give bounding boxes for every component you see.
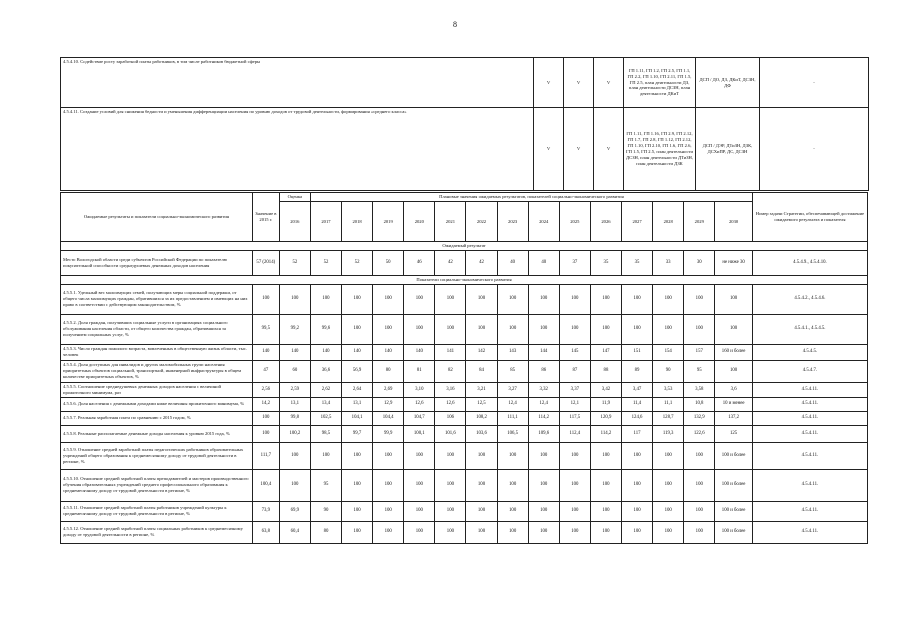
year-value: 99,9 <box>373 425 404 442</box>
base-value: 47 <box>252 360 279 382</box>
year-value: 108,2 <box>466 411 497 425</box>
task-number: 4.5.4.11. <box>752 397 867 411</box>
task-number: 4.5.4.11. <box>752 382 867 397</box>
task-number: 4.5.4.11. <box>752 442 867 469</box>
indicator-row <box>61 425 868 442</box>
task-number: 4.5.4.11. <box>752 521 867 543</box>
year-value: 100 <box>279 284 310 314</box>
year-value: 100 <box>373 501 404 521</box>
year-value: 80 <box>310 521 341 543</box>
base-value: 100,4 <box>252 469 279 501</box>
year-value: 99,8 <box>279 411 310 425</box>
year-value: 86 <box>528 360 559 382</box>
year-value: 3,21 <box>466 382 497 397</box>
indicator-row <box>61 382 868 397</box>
year-value: 100 <box>715 284 753 314</box>
year-value: 100 <box>466 314 497 344</box>
year-value: 11,4 <box>622 397 653 411</box>
executors-cell: ДСП / ДО, ДЗ, ДКиТ, ДСЗН, ДФ <box>696 58 760 108</box>
year-value: 140 <box>373 344 404 360</box>
year-value: 102,5 <box>310 411 341 425</box>
year-value: 36,6 <box>310 360 341 382</box>
year-value: 90 <box>310 501 341 521</box>
base-value: 100 <box>252 411 279 425</box>
header-year: 2028 <box>653 202 684 242</box>
indicator-label: 4.5.5.10. Отношение средней заработной платы преподавателей и мастеров производственного обучения образовательных учреждений среднего профессионального образования к среднемесячному доходу от трудовой деятельности в регионе, % <box>61 469 253 501</box>
year-value: 103,6 <box>466 425 497 442</box>
year-value: 100 <box>466 501 497 521</box>
year-value: 60 <box>279 360 310 382</box>
year-value: 100 <box>342 469 373 501</box>
year-value: 106,5 <box>497 425 528 442</box>
base-value: 57 (2014) <box>252 250 279 275</box>
year-value: 11,9 <box>590 397 621 411</box>
executors-cell: ДСП / ДЭР, ДТиЗН, ДЗК, ДСХиПР, ДС, ДСЗН <box>696 108 760 191</box>
page-number: 8 <box>453 20 457 29</box>
stage-mark: V <box>594 58 624 108</box>
year-value: 99,6 <box>310 314 341 344</box>
year-value: 80 <box>373 360 404 382</box>
year-value: 100 <box>528 501 559 521</box>
year-value: 100 <box>342 521 373 543</box>
year-value: 100 <box>559 501 590 521</box>
year-value: 42 <box>435 250 466 275</box>
year-value: 144 <box>528 344 559 360</box>
year-value: 100 <box>684 442 715 469</box>
base-value: 99,5 <box>252 314 279 344</box>
header-base-2015: Значение в 2015 г. <box>252 193 279 242</box>
year-value: 151 <box>622 344 653 360</box>
indicator-label: 4.5.5.11. Отношение средней заработной платы работников учреждений культуры к среднемесячному доходу от трудовой деятельности в регионе, % <box>61 501 253 521</box>
year-value: 35 <box>622 250 653 275</box>
header-year: 2021 <box>435 202 466 242</box>
year-value: 100 <box>435 501 466 521</box>
year-value: 100 <box>653 314 684 344</box>
indicator-row <box>61 314 868 344</box>
year-value: 100 <box>653 469 684 501</box>
year-value: 3,58 <box>684 382 715 397</box>
year-value: 12,1 <box>559 397 590 411</box>
year-value: 13,1 <box>279 397 310 411</box>
year-value: 140 <box>342 344 373 360</box>
year-value: 100 <box>373 521 404 543</box>
indicator-row <box>61 397 868 411</box>
year-value: 100 <box>404 469 435 501</box>
year-value: 100 <box>622 284 653 314</box>
header-year: 2027 <box>622 202 653 242</box>
year-value: 100 <box>622 442 653 469</box>
header-year: 2017 <box>310 202 341 242</box>
year-value: 100 <box>279 469 310 501</box>
year-value: 40 <box>528 250 559 275</box>
year-value: 100 <box>590 314 621 344</box>
year-value: 100 <box>653 521 684 543</box>
year-value: 100 <box>559 314 590 344</box>
year-value: 112,4 <box>559 425 590 442</box>
base-value: 100 <box>252 425 279 442</box>
year-value: 100 <box>466 284 497 314</box>
header-year: 2029 <box>684 202 715 242</box>
header-results: Ожидаемые результаты и показатели социально-экономического развития <box>61 193 253 242</box>
year-value: 100 и более <box>715 469 753 501</box>
header-year: 2023 <box>497 202 528 242</box>
year-value: 98,5 <box>310 425 341 442</box>
year-value: 12,5 <box>466 397 497 411</box>
year-value: 13,1 <box>342 397 373 411</box>
year-value: 100 <box>528 284 559 314</box>
year-value: 100 и более <box>715 501 753 521</box>
year-value: 100 <box>590 469 621 501</box>
year-value: 106 <box>435 411 466 425</box>
year-value: 143 <box>497 344 528 360</box>
year-value: 100 <box>342 314 373 344</box>
base-value: 73,9 <box>252 501 279 521</box>
year-value: не ниже 30 <box>715 250 753 275</box>
year-value: 132,9 <box>684 411 715 425</box>
year-value: 104,4 <box>373 411 404 425</box>
stage-mark: V <box>564 108 594 191</box>
year-value: 119,3 <box>653 425 684 442</box>
year-value: 100 <box>497 521 528 543</box>
task-number: 4.5.4.9., 4.5.4.10. <box>752 250 867 275</box>
task-number: 4.5.4.11. <box>752 469 867 501</box>
indicator-row <box>61 360 868 382</box>
header-year: 2020 <box>404 202 435 242</box>
indicator-label: 4.5.5.9. Отношение средней заработной платы педагогических работников образовательных учреждений общего образования к среднемесячному доходу от трудовой деятельности в регионе, % <box>61 442 253 469</box>
year-value: 100 <box>466 469 497 501</box>
year-value: 100 <box>310 442 341 469</box>
year-value: 11,1 <box>653 397 684 411</box>
year-value: 87 <box>559 360 590 382</box>
year-value: 100 <box>684 501 715 521</box>
year-value: 3,16 <box>435 382 466 397</box>
section-indicators-label: Показатели социально-экономического развития <box>61 275 868 284</box>
section-expected-result <box>61 242 868 251</box>
task-number: 4.5.4.7. <box>752 360 867 382</box>
header-year: 2030 <box>715 202 753 242</box>
year-value: 100 <box>559 442 590 469</box>
stage-mark: V <box>564 58 594 108</box>
header-year: 2018 <box>342 202 373 242</box>
year-value: 140 <box>404 344 435 360</box>
task-number: 4.5.4.5. <box>752 344 867 360</box>
year-value: 100 <box>528 314 559 344</box>
year-value: 117 <box>622 425 653 442</box>
year-value: 100 <box>310 284 341 314</box>
year-value: 140 <box>279 344 310 360</box>
year-value: 100 <box>622 521 653 543</box>
year-value: 52 <box>279 250 310 275</box>
year-value: 124,6 <box>622 411 653 425</box>
section-indicators <box>61 275 868 284</box>
indicator-label: 4.5.5.6. Доля населения с денежными доходами ниже величины прожиточного минимума, % <box>61 397 253 411</box>
year-value: 122,6 <box>684 425 715 442</box>
year-value: 100 <box>435 314 466 344</box>
task-number: 4.5.4.2., 4.5.4.6. <box>752 284 867 314</box>
year-value: 10,8 <box>684 397 715 411</box>
year-value: 154 <box>653 344 684 360</box>
year-value: 3,6 <box>715 382 753 397</box>
indicator-row <box>61 469 868 501</box>
year-value: 157 <box>684 344 715 360</box>
year-value: 100 <box>497 469 528 501</box>
header-year: 2024 <box>528 202 559 242</box>
year-value: 99,7 <box>342 425 373 442</box>
year-value: 50 <box>373 250 404 275</box>
year-value: 46 <box>404 250 435 275</box>
year-value: 95 <box>684 360 715 382</box>
indicator-row <box>61 250 868 275</box>
task-number: 4.5.4.1., 4.5.4.5. <box>752 314 867 344</box>
indicator-row <box>61 442 868 469</box>
year-value: 82 <box>435 360 466 382</box>
indicator-row <box>61 501 868 521</box>
indicator-row <box>61 411 868 425</box>
header-task: Номер задачи Стратегии, обеспечивающей достижение ожидаемого результата и показателя <box>752 193 867 242</box>
year-value: 100 <box>497 501 528 521</box>
header-year: 2022 <box>466 202 497 242</box>
year-value: 128,7 <box>653 411 684 425</box>
year-value: 100 <box>653 284 684 314</box>
indicator-label: 4.5.5.8. Реальные располагаемые денежные доходы населения к уровню 2015 года, % <box>61 425 253 442</box>
task-number: 4.5.4.11. <box>752 425 867 442</box>
base-value: 111,7 <box>252 442 279 469</box>
base-value: 63,8 <box>252 521 279 543</box>
year-value: 100,1 <box>404 425 435 442</box>
year-value: 3,37 <box>559 382 590 397</box>
header-year: 2025 <box>559 202 590 242</box>
task-number: 4.5.4.11. <box>752 501 867 521</box>
year-value: 100 <box>653 442 684 469</box>
year-value: 3,32 <box>528 382 559 397</box>
year-value: 147 <box>590 344 621 360</box>
year-value: 100 <box>404 284 435 314</box>
year-value: 109,6 <box>528 425 559 442</box>
task-row <box>61 108 869 191</box>
year-value: 100 <box>590 501 621 521</box>
year-value: 100 <box>342 442 373 469</box>
year-value: 95 <box>310 469 341 501</box>
year-value: 100 <box>715 360 753 382</box>
task-description: 4.5.4.10. Содействие росту заработной платы работников, в том числе работников бюджетной сферы <box>61 58 534 108</box>
year-value: 100 <box>528 521 559 543</box>
year-value: 142 <box>466 344 497 360</box>
indicator-label: 4.5.5.7. Реальная заработная плата по сравнению с 2015 годом, % <box>61 411 253 425</box>
year-value: 100 <box>404 501 435 521</box>
indicator-label: 4.5.5.3. Число граждан пожилого возраста, вовлеченных в общественную жизнь области, тыс. человек <box>61 344 253 360</box>
year-value: 100 <box>466 521 497 543</box>
year-value: 100 <box>466 442 497 469</box>
stage-mark: V <box>534 58 564 108</box>
year-value: 88 <box>590 360 621 382</box>
indicator-label: 4.5.5.12. Отношение средней заработной платы социальных работников к среднемесячному доходу от трудовой деятельности в регионе, % <box>61 521 253 543</box>
year-value: 100 <box>684 469 715 501</box>
year-value: 100 <box>622 469 653 501</box>
note-cell: - <box>760 58 869 108</box>
year-value: 104,1 <box>342 411 373 425</box>
header-year: 2026 <box>590 202 621 242</box>
year-value: 84 <box>466 360 497 382</box>
year-value: 99,2 <box>279 314 310 344</box>
year-value: 100 <box>528 442 559 469</box>
base-value: 2,56 <box>252 382 279 397</box>
year-value: 100 и более <box>715 521 753 543</box>
base-value: 14,2 <box>252 397 279 411</box>
stage-mark: V <box>594 108 624 191</box>
task-description: 4.5.4.11. Создание условий для снижения бедности и уменьшения дифференциации населения по уровню доходов от трудовой деятельности, формирования «среднего класса» <box>61 108 534 191</box>
year-value: 100 <box>684 284 715 314</box>
task-number: 4.5.4.11. <box>752 411 867 425</box>
programs-cell: ГП 1.11, ГП 1.2, ГП 2.5, ГП 1.1, ГП 2.2, ГП 1.10, ГП 2.11, ГП 1.5, ГП 2.5, план деятельности ДЗ, план деятельности ДСЗН, план деятельности ДКиТ <box>624 58 696 108</box>
year-value: 3,53 <box>653 382 684 397</box>
year-value: 12,6 <box>435 397 466 411</box>
year-value: 145 <box>559 344 590 360</box>
header-estimate: Оценка <box>279 193 310 202</box>
programs-cell: ГП 1.11, ГП 1.16, ГП 2.9, ГП 2.12, ГП 1.7, ГП 2.8, ГП 1.12, ГП 2.12, ГП 1.10, ГП 2.10, ГП 1.6, ГП 2.6, ГП 1.5, ГП 2.5, план деятельности ДСЗН, план деятельности ДТиЗН, план деятельности ДЗК <box>624 108 696 191</box>
year-value: 3,47 <box>622 382 653 397</box>
year-value: 12,6 <box>404 397 435 411</box>
indicator-label: 4.5.5.4. Доля доступных для инвалидов и других маломобильных групп населения приоритетных объектов социальной, транспортной, инженерной инфраструктуры в общем количестве приоритетных объектов, % <box>61 360 253 382</box>
indicator-label: 4.5.5.5. Соотношение среднедушевых денежных доходов населения с величиной прожиточного минимума, раз <box>61 382 253 397</box>
year-value: 100 <box>435 521 466 543</box>
base-value: 100 <box>252 284 279 314</box>
year-value: 2,69 <box>373 382 404 397</box>
year-value: 30 <box>684 250 715 275</box>
year-value: 56,9 <box>342 360 373 382</box>
base-value: 140 <box>252 344 279 360</box>
year-value: 100 <box>653 501 684 521</box>
year-value: 100 <box>279 442 310 469</box>
year-value: 52 <box>310 250 341 275</box>
year-value: 100 <box>404 314 435 344</box>
year-value: 117,5 <box>559 411 590 425</box>
year-value: 13,4 <box>310 397 341 411</box>
year-value: 114,2 <box>528 411 559 425</box>
year-value: 101,6 <box>435 425 466 442</box>
year-value: 125 <box>715 425 753 442</box>
year-value: 2,64 <box>342 382 373 397</box>
year-value: 100 <box>684 521 715 543</box>
year-value: 2,59 <box>279 382 310 397</box>
year-value: 100 <box>590 521 621 543</box>
year-value: 100 <box>373 442 404 469</box>
year-value: 100 <box>528 469 559 501</box>
year-value: 100 <box>404 442 435 469</box>
year-value: 42 <box>466 250 497 275</box>
year-value: 111,1 <box>497 411 528 425</box>
year-value: 100 <box>373 314 404 344</box>
header-year: 2016 <box>279 202 310 242</box>
indicator-label: 4.5.5.2. Доля граждан, получивших социальные услуги в организациях социального обслуживания населения области, от общего количества граждан, обратившихся за получением социальных услуг, % <box>61 314 253 344</box>
year-value: 114,2 <box>590 425 621 442</box>
year-value: 100 <box>404 521 435 543</box>
task-row <box>61 58 869 108</box>
year-value: 100 <box>559 469 590 501</box>
year-value: 100 <box>342 501 373 521</box>
year-value: 140 <box>310 344 341 360</box>
year-value: 52 <box>342 250 373 275</box>
year-value: 104,7 <box>404 411 435 425</box>
year-value: 33 <box>653 250 684 275</box>
year-value: 160 и более <box>715 344 753 360</box>
indicator-label: Место Вологодской области среди субъектов Российской Федерации по показателю покупательной способности среднедушевых денежных доходов населения <box>61 250 253 275</box>
year-value: 10 и менее <box>715 397 753 411</box>
indicator-row <box>61 521 868 543</box>
year-value: 100 <box>373 469 404 501</box>
year-value: 100 <box>622 314 653 344</box>
year-value: 100 и более <box>715 442 753 469</box>
note-cell: - <box>760 108 869 191</box>
year-value: 100 <box>435 469 466 501</box>
year-value: 40 <box>497 250 528 275</box>
year-value: 90 <box>653 360 684 382</box>
header-planned: Плановые значения ожидаемых результатов, показателей социально-экономического развития <box>310 193 752 202</box>
stage-mark: V <box>534 108 564 191</box>
year-value: 2,62 <box>310 382 341 397</box>
year-value: 100 <box>684 314 715 344</box>
year-value: 137,2 <box>715 411 753 425</box>
year-value: 35 <box>590 250 621 275</box>
year-value: 100,2 <box>279 425 310 442</box>
year-value: 100 <box>559 284 590 314</box>
year-value: 69,9 <box>279 501 310 521</box>
indicator-row <box>61 284 868 314</box>
strategy-tasks-table <box>60 57 869 191</box>
indicator-row <box>61 344 868 360</box>
indicator-label: 4.5.5.1. Удельный вес малоимущих семей, получающих меры социальной поддержки, от общего числа малоимущих граждан, обратившихся за их предоставлением и имеющих на них право в соответствии с действующим законодательством, % <box>61 284 253 314</box>
year-value: 100 <box>497 442 528 469</box>
year-value: 100 <box>622 501 653 521</box>
year-value: 3,10 <box>404 382 435 397</box>
year-value: 12,4 <box>528 397 559 411</box>
year-value: 37 <box>559 250 590 275</box>
header-year: 2019 <box>373 202 404 242</box>
year-value: 89 <box>622 360 653 382</box>
year-value: 12,4 <box>497 397 528 411</box>
year-value: 100 <box>373 284 404 314</box>
year-value: 141 <box>435 344 466 360</box>
header-row-1 <box>61 193 868 202</box>
year-value: 100 <box>435 284 466 314</box>
year-value: 120,9 <box>590 411 621 425</box>
year-value: 100 <box>590 442 621 469</box>
year-value: 60,4 <box>279 521 310 543</box>
year-value: 3,27 <box>497 382 528 397</box>
year-value: 100 <box>559 521 590 543</box>
year-value: 100 <box>435 442 466 469</box>
year-value: 100 <box>715 314 753 344</box>
year-value: 85 <box>497 360 528 382</box>
year-value: 3,42 <box>590 382 621 397</box>
year-value: 12,9 <box>373 397 404 411</box>
section-expected-result-label: Ожидаемый результат <box>61 242 868 251</box>
year-value: 100 <box>590 284 621 314</box>
year-value: 100 <box>497 314 528 344</box>
year-value: 100 <box>497 284 528 314</box>
indicators-table <box>60 192 868 544</box>
year-value: 81 <box>404 360 435 382</box>
year-value: 100 <box>342 284 373 314</box>
